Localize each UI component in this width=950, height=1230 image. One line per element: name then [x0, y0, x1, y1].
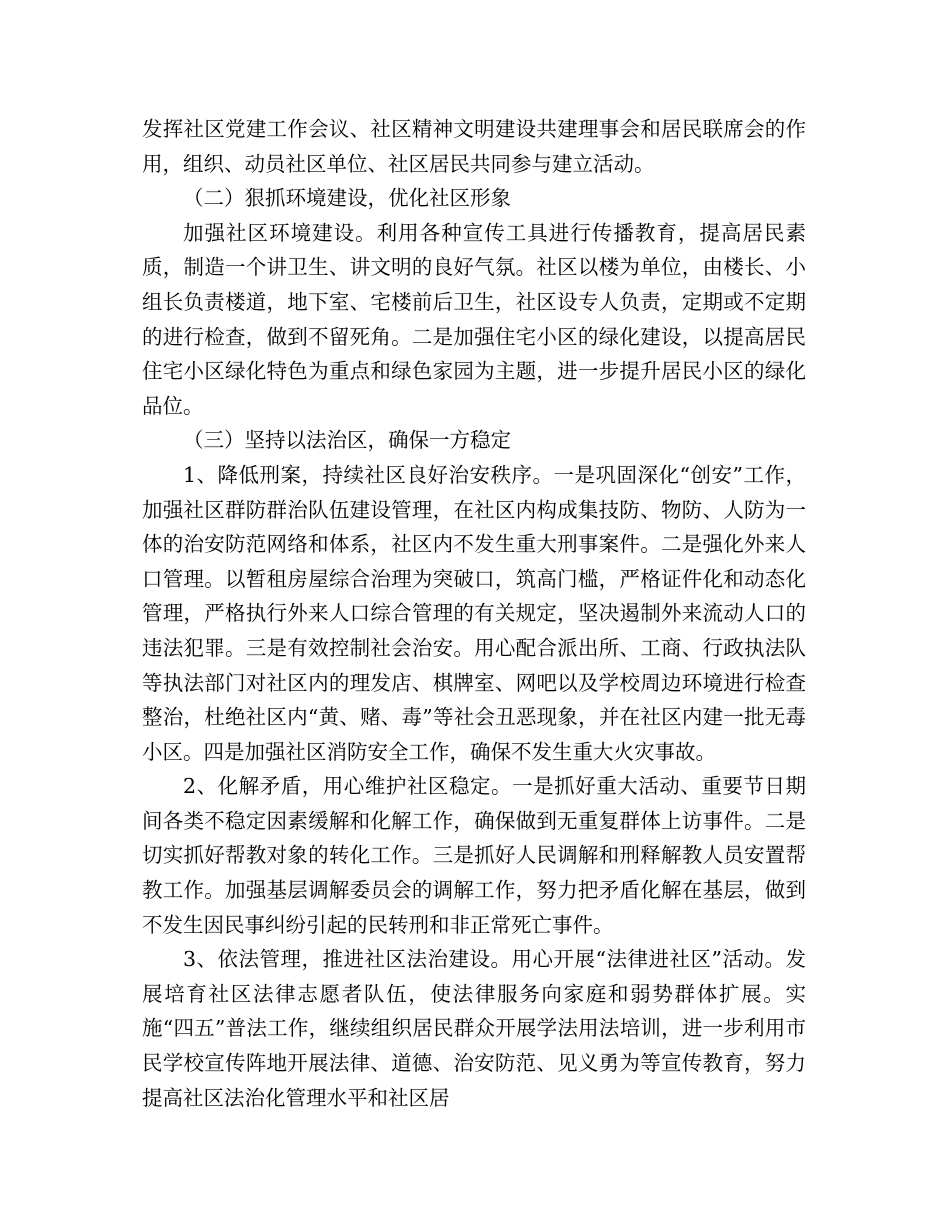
- paragraph-environment: 加强社区环境建设。利用各种宣传工具进行传播教育，提高居民素质，制造一个讲卫生、讲文明的良好气氛。社区以楼为单位，由楼长、小组长负责楼道，地下室、宅楼前后卫生，社区设专人负责，定期或不定期的进行检查，做到不留死角。二是加强住宅小区的绿化建设，以提高居民住宅小区绿化特色为重点和绿色家园为主题，进一步提升居民小区的绿化品位。: [142, 220, 806, 418]
- paragraph-continuation: 发挥社区党建工作会议、社区精神文明建设共建理事会和居民联席会的作用，组织、动员社区单位、社区居民共同参与建立活动。: [142, 117, 806, 176]
- document-body: [142, 112, 806, 1115]
- paragraph-stability: 2、化解矛盾，用心维护社区稳定。一是抓好重大活动、重要节日期间各类不稳定因素缓解和化解工作，确保做到无重复群体上访事件。二是切实抓好帮教对象的转化工作。三是抓好人民调解和刑释解教人员安置帮教工作。加强基层调解委员会的调解工作，努力把矛盾化解在基层，做到不发生因民事纠纷引起的民转刑和非正常死亡事件。: [142, 774, 806, 937]
- paragraph-security: 1、降低刑案，持续社区良好治安秩序。一是巩固深化“创安”工作，加强社区群防群治队伍建设管理，在社区内构成集技防、物防、人防为一体的治安防范网络和体系，社区内不发生重大刑事案件。二是强化外来人口管理。以暂租房屋综合治理为突破口，筑高门槛，严格证件化和动态化管理，严格执行外来人口综合管理的有关规定，坚决遏制外来流动人口的违法犯罪。三是有效控制社会治安。用心配合派出所、工商、行政执法队等执法部门对社区内的理发店、棋牌室、网吧以及学校周边环境进行检查整治，杜绝社区内“黄、赌、毒”等社会丑恶现象，并在社区内建一批无毒小区。四是加强社区消防安全工作，确保不发生重大火灾事故。: [142, 462, 806, 764]
- paragraph-legal-management: 3、依法管理，推进社区法治建设。用心开展“法律进社区”活动。发展培育社区法律志愿者队伍，使法律服务向家庭和弱势群体扩展。实施“四五”普法工作，继续组织居民群众开展学法用法培训，进一步利用市民学校宣传阵地开展法律、道德、治安防范、见义勇为等宣传教育，努力提高社区法治化管理水平和社区居: [142, 947, 806, 1110]
- section-heading-environment: （二）狠抓环境建设，优化社区形象: [183, 186, 511, 211]
- section-heading-rule-of-law: （三）坚持以法治区，确保一方稳定: [183, 428, 511, 453]
